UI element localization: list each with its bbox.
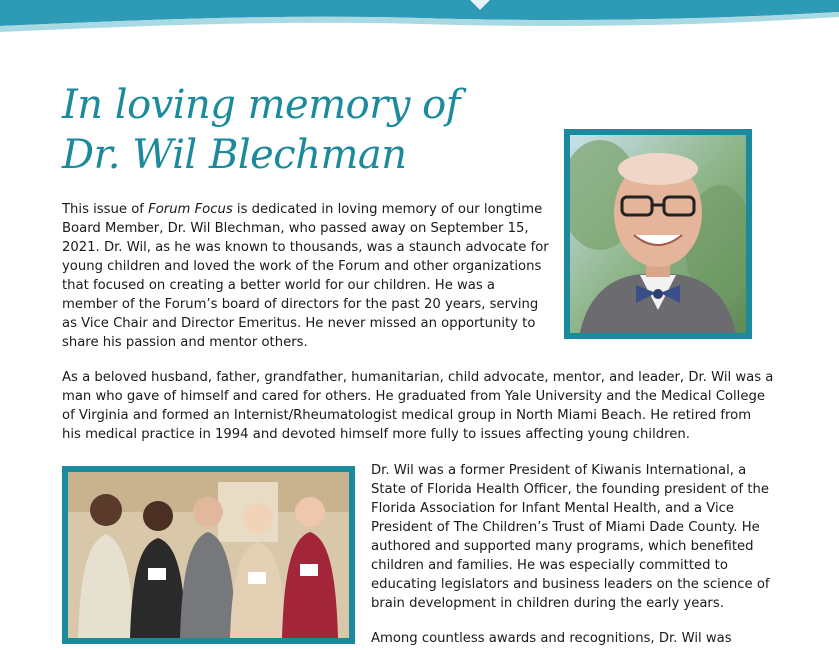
title-line-1: In loving memory of [62,82,461,128]
group-photo [62,466,355,644]
awards-paragraph: Among countless awards and recognitions, Dr. Wil was [371,631,732,646]
biography-paragraph: As a beloved husband, father, grandfather, humanitarian, child advocate, mentor, and leader, Dr. Wil was a man who gave of himself and cared for others. He graduated from Yale University and the Medical College of Virginia and formed an Internist/Rheumatologist medical group in North Miami Beach. He retired from his medical practice in 1994 and devoted himself more fully to issues affecting young children. [62,370,774,442]
header-wave [0,0,839,40]
achievements-paragraph: Dr. Wil was a former President of Kiwanis International, a State of Florida Health Officer, the founding president of the Florida Association for Infant Mental Health, and a Vice President of The Children’s Trust of Miami Dade County. He authored and supported many programs, which benefited children and families. He was especially committed to educating legislators and business leaders on the science of brain development in children during the early years. [371,463,770,611]
title-line-2: Dr. Wil Blechman [62,132,407,178]
intro-paragraph [62,200,552,352]
intro-text-start: This issue of [62,202,149,217]
publication-name: Forum Focus [148,202,233,217]
portrait-photo [564,129,752,339]
page-title [62,80,542,180]
intro-text-rest: is dedicated in loving memory of our longtime Board Member, Dr. Wil Blechman, who passed away on September 15, 2021. Dr. Wil, as he was known to thousands, was a staunch advocate for young children and loved the work of the Forum and other organizations that focused on creating a better world for our children. He was a member of the Forum’s board of directors for the past 20 years, serving as Vice Chair and Director Emeritus. He never missed an opportunity to share his passion and mentor others. [62,202,549,350]
